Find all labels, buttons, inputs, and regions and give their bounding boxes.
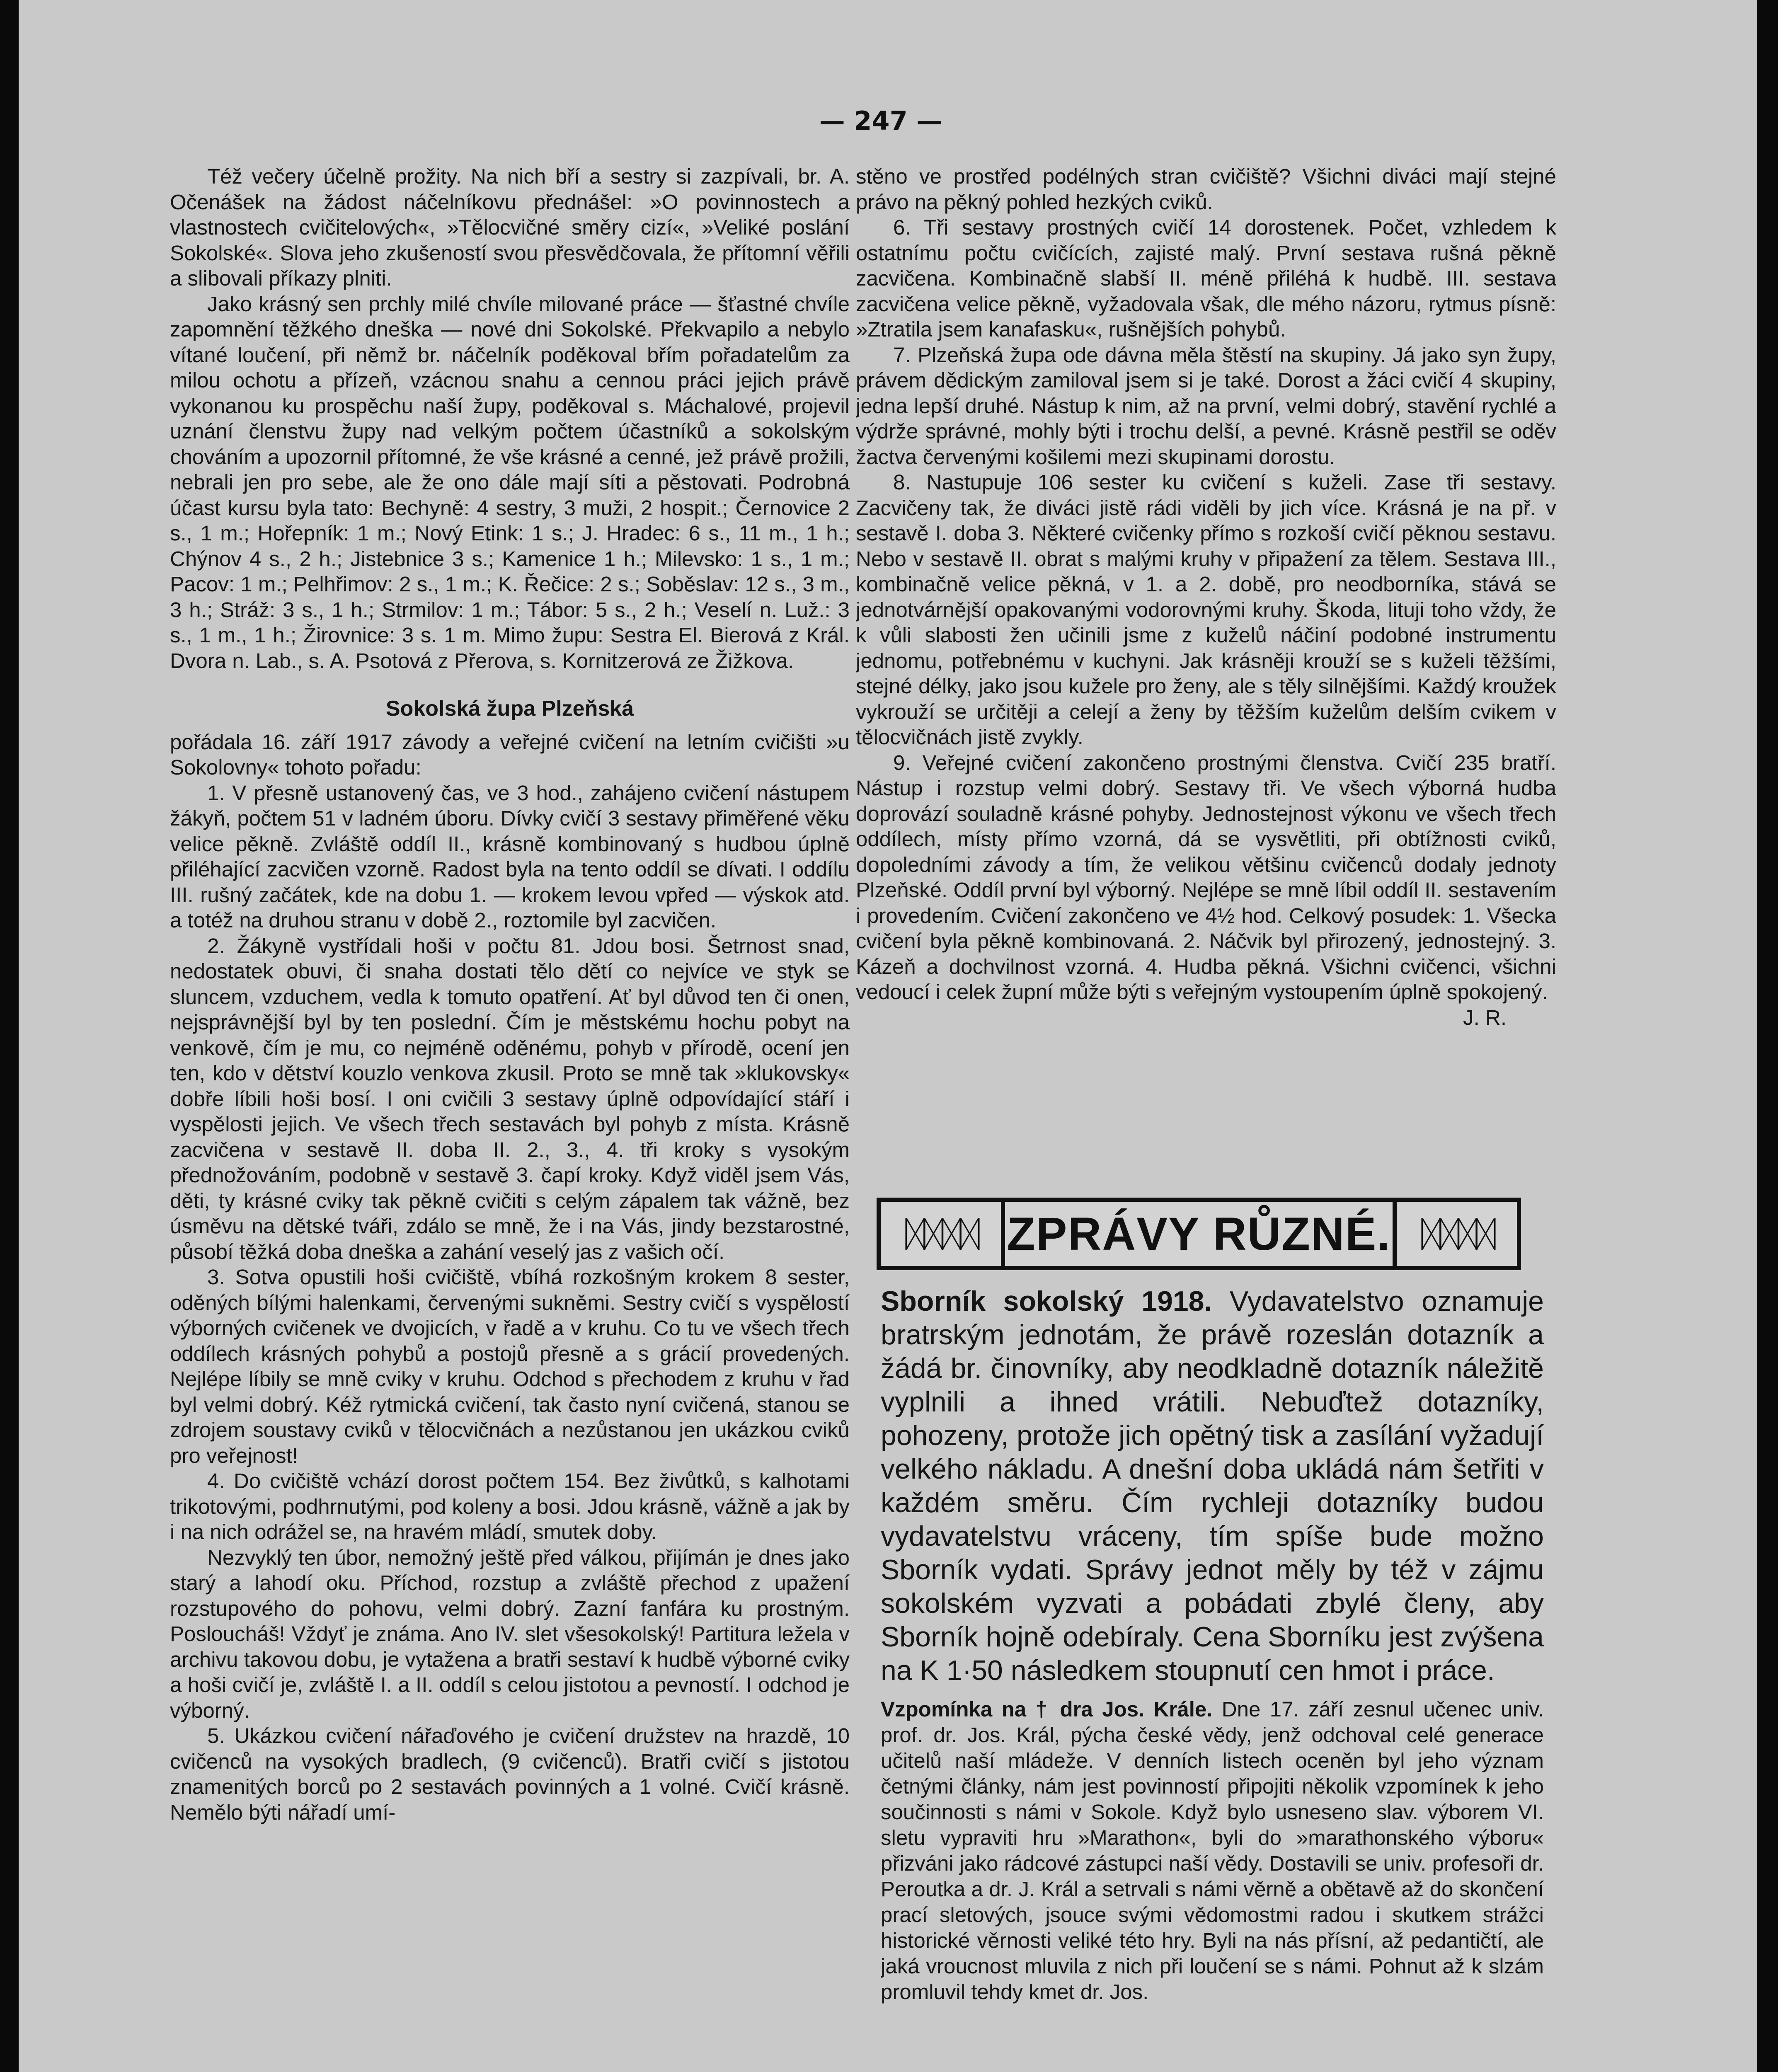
paragraph: 8. Nastupuje 106 sester ku cvičení s kuželi. Zase tři sestavy. Zacvičeny tak, že diváci jistě rádi viděli by jich více. Krásná je na př. v sestavě I. doba 3. Některé cvičenky přímo s rozkoší cvičí pěknou sestavu. Nebo v sestavě II. obrat s malými kruhy v připažení za tělem. Sestava III., kombinačně velice pěkná, v 1. a 2. době, pro neodborníka, stává se jednotvárnější opakovanými vodorovnými kruhy. Škoda, lituji toho vždy, že k vůli slabosti žen učinili jsme z kuželů náčiní podobné instrumentu jednomu, potřebnému v kuchyni. Jak krásněji krouží se s kuželi těžšími, stejné délky, jako jsou kužele pro ženy, ale s těly silnějšími. Každý kroužek vykrouží se určitěji a celejí a ženy by těžším kuželům delším cvikem v tělocvičnách jistě zvykly. xyxy=(856,470,1556,749)
news-item xyxy=(881,1697,1544,2005)
ornament-left: ᛞᛞᛞᛞ xyxy=(881,1202,1001,1266)
author-signature: J. R. xyxy=(1463,1005,1507,1029)
left-column xyxy=(170,164,850,2072)
paragraph: 3. Sotva opustili hoši cvičiště, vbíhá rozkošným krokem 8 sester, oděných bílými halenkami, červenými sukněmi. Sestry cvičí s vyspělostí výborných cvičenek ve dvojicích, v řadě a v kruhu. Co tu ve všech třech oddílech krásných pohybů a postojů přesně a s grácií provedených. Nejlépe líbily se mně cviky v kruhu. Odchod s přechodem z kruhu v řad byl velmi dobrý. Kéž rytmická cvičení, tak často nyní cvičená, stanou se zdrojem soustavy cviků v tělocvičnách a nezůstanou jen ukázkou cviků pro veřejnost! xyxy=(170,1265,850,1467)
news-item-text: Vydavatelstvo oznamuje bratrským jednotám, že právě rozeslán dotazník a žádá br. činovníky, aby neodkladně dotazník náležitě vyplnili a ihned vrátili. Nebuďtež dotazníky, pohozeny, protože jich opětný tisk a zasílání vyžadují velkého nákladu. A dnešní doba ukládá nám šetřiti v každém směru. Čím rychleji dotazníky budou vydavatelstvu vráceny, tím spíše bude možno Sborník vydati. Správy jednot měly by též v zájmu sokolském vyzvati a pobádati zbylé členy, aby Sborník hojně odebíraly. Cena Sborníku jest zvýšena na K 1·50 následkem stoupnutí cen hmot i práce. xyxy=(881,1285,1544,1686)
paragraph: pořádala 16. září 1917 závody a veřejné cvičení na letním cvičišti »u Sokolovny« tohoto pořadu: xyxy=(170,730,850,779)
page-number: — 247 — xyxy=(819,106,942,136)
paragraph: 1. V přesně ustanovený čas, ve 3 hod., zahájeno cvičení nástupem žákyň, počtem 51 v ladném úboru. Dívky cvičí 3 sestavy přiměřené věku velice pěkně. Zvláště oddíl II., krásně kombinovaný s hudbou úplně přiléhající zacvičen vzorně. Radost byla na tento oddíl se dívati. I oddílu III. rušný začátek, kde na dobu 1. — krokem levou vpřed — výskok atd. a totéž na druhou stranu v době 2., roztomile byl zacvičen. xyxy=(170,781,850,932)
news-section xyxy=(881,1285,1544,2005)
ornament-right: ᛞᛞᛞᛞ xyxy=(1397,1202,1517,1266)
paragraph: stěno ve prostřed podélných stran cvičiště? Všichni diváci mají stejné právo na pěkný pohled hezkých cviků. xyxy=(856,165,1556,214)
document-page xyxy=(19,0,1757,2072)
section-banner xyxy=(877,1198,1521,1270)
paragraph xyxy=(856,750,1556,1029)
paragraph: Též večery účelně prožity. Na nich bří a sestry si zazpívali, br. A. Očenášek na žádost náčelníkovu přednášel: »O povinnostech a vlastnostech cvičitelových«, »Tělocvičné směry cizí«, »Veliké poslání Sokolské«. Slova jeho zkušeností svou přesvědčovala, že přítomní věřili a slibovali příkazy plniti. xyxy=(170,165,850,290)
paragraph: 2. Žákyně vystřídali hoši v počtu 81. Jdou bosi. Šetrnost snad, nedostatek obuvi, či snaha dostati tělo dětí co nejvíce ve styk se sluncem, vzduchem, vedla k tomuto opatření. Ať byl důvod ten či onen, nejsprávnější byl by ten poslední. Čím je městskému hochu pobyt na venkově, čím je mu, co nejméně oděnému, pohyb v přírodě, ocení jen ten, kdo v dětství kouzlo venkova zkusil. Proto se mně tak »klukovsky« dobře líbili hoši bosí. I oni cvičili 3 sestavy úplně odpovídající stáří i vyspělosti jejich. Ve všech třech sestavách byl pohyb z místa. Krásně zacvičena v sestavě II. doba II. 2., 3., 4. tři kroky s vysokým přednožováním, podobně v sestavě 3. čapí kroky. Když viděl jsem Vás, děti, ty krásné cviky tak pěkně cvičiti s celým zápalem tak vážně, bez úsměvu na dětské tváři, zdálo se mně, že i na Vás, jindy bezstarostné, působí těžká doba dneška a zahání veselý jas z vašich očí. xyxy=(170,934,850,1264)
right-column xyxy=(856,164,1556,1167)
paragraph: 6. Tři sestavy prostných cvičí 14 dorostenek. Počet, vzhledem k ostatnímu počtu cvičících, zajisté malý. První sestava rušná pěkně zacvičena. Kombinačně slabší II. méně přiléhá k hudbě. III. sestava zacvičena velice pěkně, vyžadovala však, dle mého názoru, rytmus písně: »Ztratila jsem kanafasku«, rušnějších pohybů. xyxy=(856,215,1556,341)
banner-title: ZPRÁVY RŮZNÉ. xyxy=(1005,1202,1393,1266)
paragraph: Jako krásný sen prchly milé chvíle milované práce — šťastné chvíle zapomnění těžkého dneška — nové dni Sokolské. Překvapilo a nebylo vítané loučení, při němž br. náčelník poděkoval břím pořadatelům za milou ochotu a přízeň, vzácnou snahu a cennou práci jejich právě vykonanou ku prospěchu naší župy, poděkoval s. Máchalové, projevil uznání členstvu župy nad velkým počtem účastníků a sokolským chováním a upozornil přítomné, že vše krásné a cenné, jež právě prožili, nebrali jen pro sebe, ale že ono dále mají síti a pěstovati. Podrobná účast kursu byla tato: Bechyně: 4 sestry, 3 muži, 2 hospit.; Černovice 2 s., 1 m.; Hořepník: 1 m.; Nový Etink: 1 s.; J. Hradec: 6 s., 11 m., 1 h.; Chýnov 4 s., 2 h.; Jistebnice 3 s.; Kamenice 1 h.; Milevsko: 1 s., 1 m.; Pacov: 1 m.; Pelhřimov: 2 s., 1 m.; K. Řečice: 2 s.; Soběslav: 12 s., 3 m., 3 h.; Stráž: 3 s., 1 h.; Strmilov: 1 m.; Tábor: 5 s., 2 h.; Veselí n. Luž.: 3 s., 1 m., 1 h.; Žirovnice: 3 s. 1 m. Mimo župu: Sestra El. Bierová z Král. Dvora n. Lab., s. A. Psotová z Přerova, s. Kornitzerová ze Žižkova. xyxy=(170,292,850,673)
paragraph: 4. Do cvičiště vchází dorost počtem 154. Bez živůtků, s kalhotami trikotovými, podhrnutými, pod koleny a bosi. Jdou krásně, vážně a jak by i na nich odrážel se, na hravém mládí, smutek doby. xyxy=(170,1469,850,1544)
section-heading: Sokolská župa Plzeňská xyxy=(385,697,634,721)
paragraph: Nezvyklý ten úbor, nemožný ještě před válkou, přijímán je dnes jako starý a lahodí oku. Příchod, rozstup a zvláště přechod z upažení rozstupového do pohovu, velmi dobrý. Zazní fanfára ku prostným. Posloucháš! Vždyť je známa. Ano IV. slet všesokolský! Partitura ležela v archivu takovou dobu, je vytažena a bratři sestaví k hudbě výborné cviky a hoši cvičí je, zvláště I. a II. oddíl s celou jistotou a pevností. I odchod je výborný. xyxy=(170,1545,850,1722)
news-item-title: Sborník sokolský 1918. xyxy=(881,1285,1212,1317)
paragraph-text: 9. Veřejné cvičení zakončeno prostnými členstva. Cvičí 235 bratří. Nástup i rozstup velmi dobrý. Sestavy tři. Ve všech výborná hudba doprovází souladně krásné pohyby. Jednostejnost výkonu ve všech třech oddílech, místy přímo vzorná, dá se vysvětliti, při obtížnosti cviků, dopoledními závody a tím, že velikou většinu cvičenců dodaly jednoty Plzeňské. Oddíl první byl výborný. Nejlépe se mně líbil oddíl II. sestavením i provedením. Cvičení zakončeno ve 4½ hod. Celkový posudek: 1. Všecka cvičení byla pěkně kombinovaná. 2. Náčvik byl přirozený, jednostejný. 3. Kázeň a dochvilnost vzorná. 4. Hudba pěkná. Všichni cvičenci, všichni vedoucí i celek župní může býti s veřejným vystoupením úplně spokojený. xyxy=(856,750,1556,1004)
news-item xyxy=(881,1285,1544,1687)
paragraph: 5. Ukázkou cvičení nářaďového je cvičení družstev na hrazdě, 10 cvičenců na vysokých bradlech, (9 cvičenců). Bratři cvičí s jistotou znamenitých borců po 2 sestavách povinných a 1 volné. Cvičí krásně. Nemělo býti nářadí umí- xyxy=(170,1724,850,1824)
paragraph: 7. Plzeňská župa ode dávna měla štěstí na skupiny. Já jako syn župy, právem dědickým zamiloval jsem si je také. Dorost a žáci cvičí 4 skupiny, jedna lepší druhé. Nástup k nim, až na první, velmi dobrý, stavění rychlé a výdrže správné, mohly býti i trochu delší, a pevné. Krásně pestřil se oděv žactva červenými košilemi mezi skupinami dorostu. xyxy=(856,343,1556,469)
news-item-text: Dne 17. září zesnul učenec univ. prof. dr. Jos. Král, pýcha české vědy, jenž odchoval celé generace učitelů naší mládeže. V denních listech oceněn byl jeho význam četnými články, nám jest povinností připojiti několik vzpomínek k jeho součinnosti s námi v Sokole. Když bylo usneseno slav. výborem VI. sletu vypraviti hru »Marathon«, byli do »marathonského výboru« přizváni jako rádcové zástupci naší vědy. Dostavili se univ. profesoři dr. Peroutka a dr. J. Král a setrvali s námi věrně a obětavě až do skončení prací sletových, jsouce svými vědomostmi radou i skutkem strážci historické věrnosti veliké této hry. Byli na nás přísní, až pedantičtí, ale jaká vroucnost mluvila z nich při loučení se s námi. Pohnut až k slzám promluvil tehdy kmet dr. Jos. xyxy=(881,1697,1544,2004)
news-item-title: Vzpomínka na † dra Jos. Krále. xyxy=(881,1697,1213,1721)
